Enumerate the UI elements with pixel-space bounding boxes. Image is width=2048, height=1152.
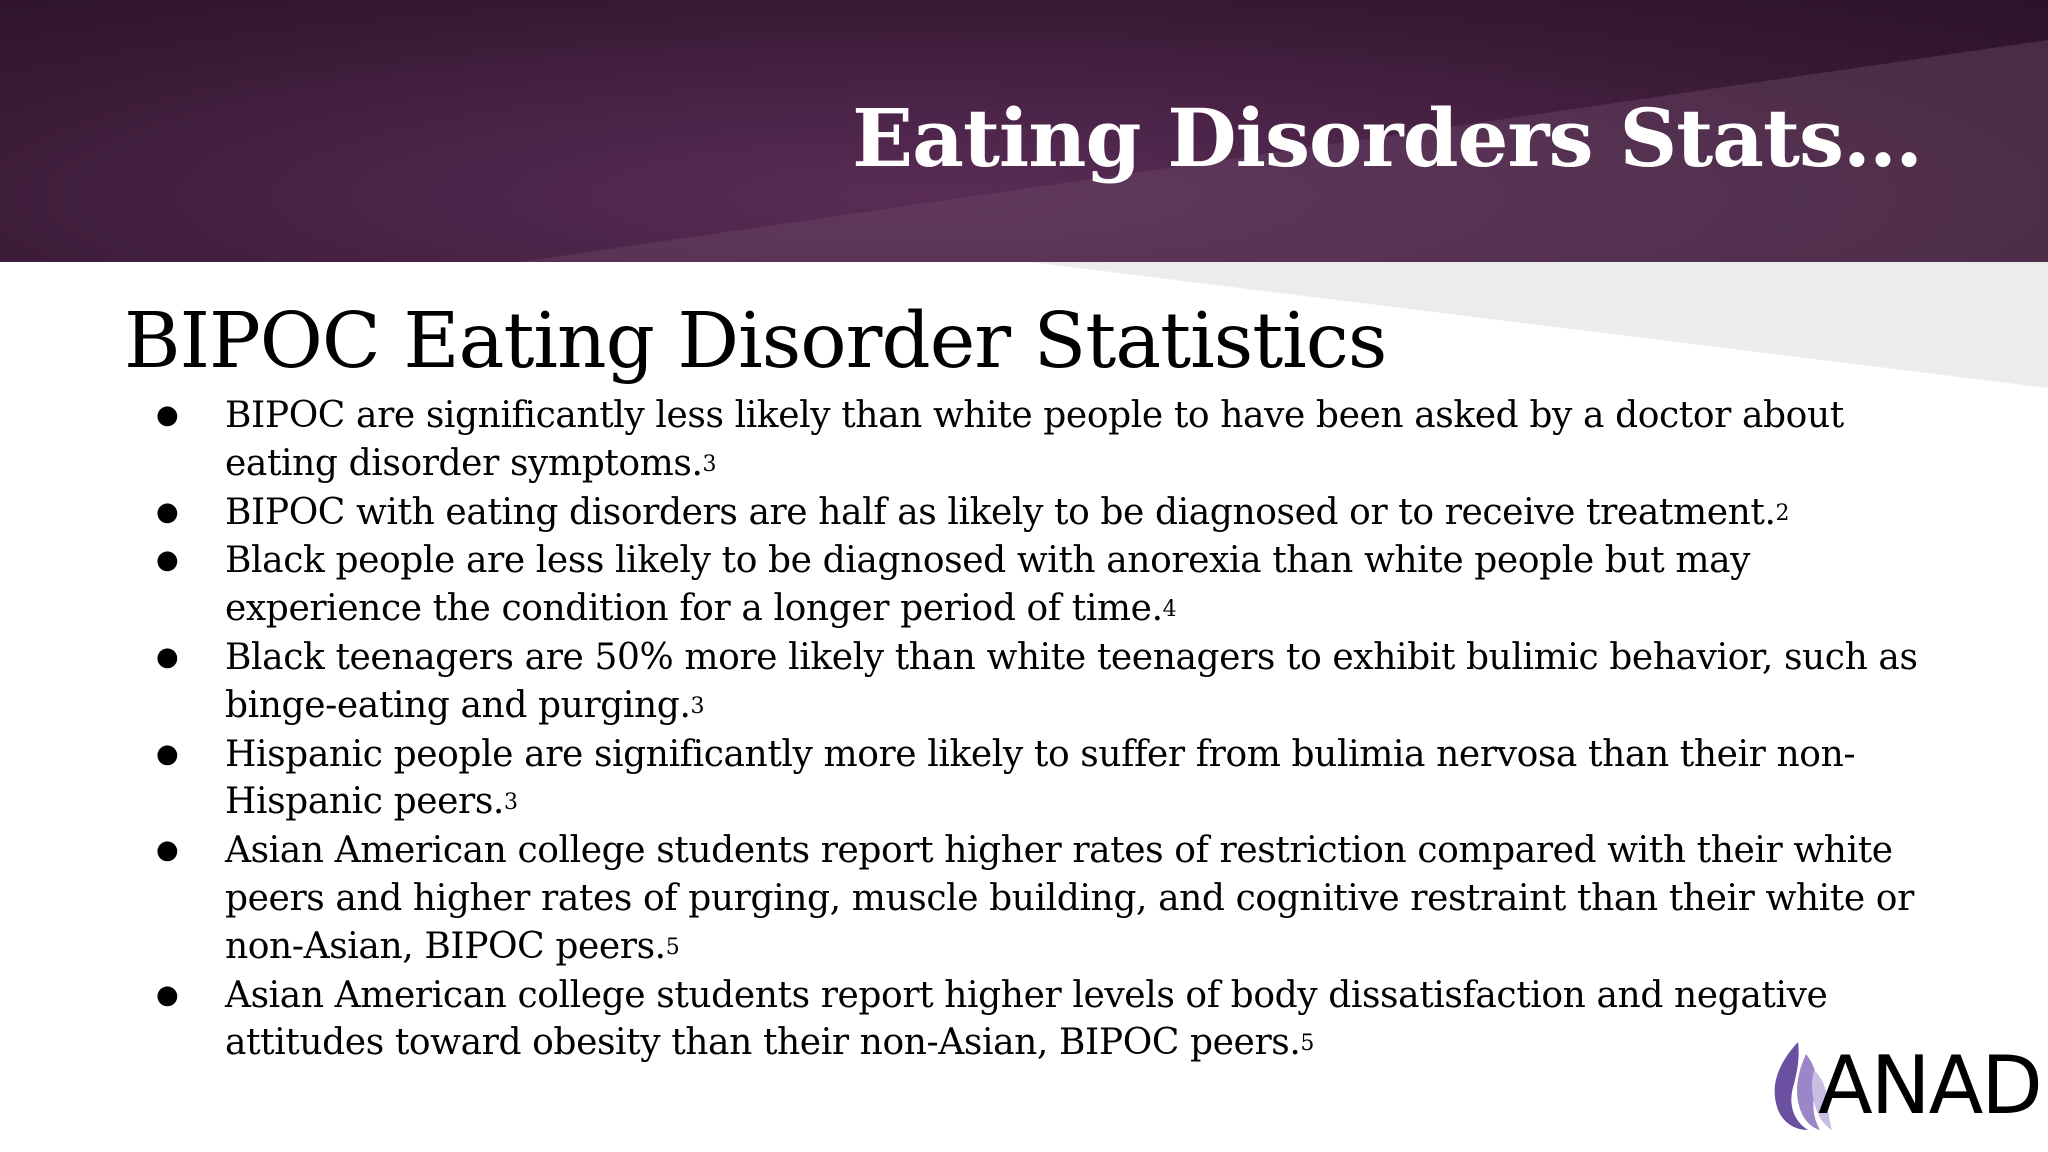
bullet-text: Asian American college students report higher levels of body dissatisfaction and negative attitudes toward obesity than their non-Asian, BIPOC peers.: [225, 974, 1828, 1064]
reference-number: 4: [1162, 597, 1177, 623]
bullet-dot-icon: ●: [156, 496, 179, 527]
bullet-dot-icon: ●: [156, 400, 179, 430]
bullet-dot-icon: ●: [156, 835, 179, 866]
bullet-dot-icon: ●: [156, 545, 179, 576]
section-heading: BIPOC Eating Disorder Statistics: [124, 297, 1387, 386]
bullet-text: BIPOC with eating disorders are half as likely to be diagnosed or to receive treatment.: [225, 491, 1776, 533]
bullet-dot-icon: ●: [156, 979, 179, 1010]
reference-number: 2: [1775, 500, 1790, 526]
bullet-dot-icon: ●: [156, 738, 179, 769]
reference-number: 3: [702, 451, 717, 477]
slide-title: Eating Disorders Stats…: [852, 91, 1922, 185]
reference-number: 5: [1300, 1031, 1314, 1057]
bullet-list: [0, 392, 2048, 1068]
bullet-text: Hispanic people are significantly more likely to suffer from bulimia nervosa than their non-Hispanic peers.: [225, 733, 1856, 823]
reference-number: 3: [690, 693, 705, 719]
bullet-text: Asian American college students report higher rates of restriction compared with their white peers and higher rates of purging, muscle building, and cognitive restraint than their white or non-Asian, BIPOC peers.: [225, 830, 1914, 967]
list-item: [0, 489, 2048, 538]
list-item: [0, 537, 2048, 634]
logo-text: ANAD: [1818, 1039, 2041, 1132]
reference-number: 3: [503, 790, 518, 816]
bullet-dot-icon: ●: [156, 641, 179, 672]
list-item: [0, 731, 2048, 828]
bullet-text: Black teenagers are 50% more likely than white teenagers to exhibit bulimic behavior, such as binge-eating and purging.: [225, 636, 1918, 726]
reference-number: 5: [665, 934, 680, 960]
list-item: [0, 972, 2048, 1069]
list-item: [0, 634, 2048, 731]
bullet-text: BIPOC are significantly less likely than white people to have been asked by a doctor about eating disorder symptoms.: [225, 395, 1844, 484]
list-item: [0, 827, 2048, 971]
anad-logo: [1768, 1036, 2041, 1136]
bullet-text: Black people are less likely to be diagnosed with anorexia than white people but may experience the condition for a longer period of time.: [225, 540, 1751, 630]
list-item: [0, 392, 2048, 489]
